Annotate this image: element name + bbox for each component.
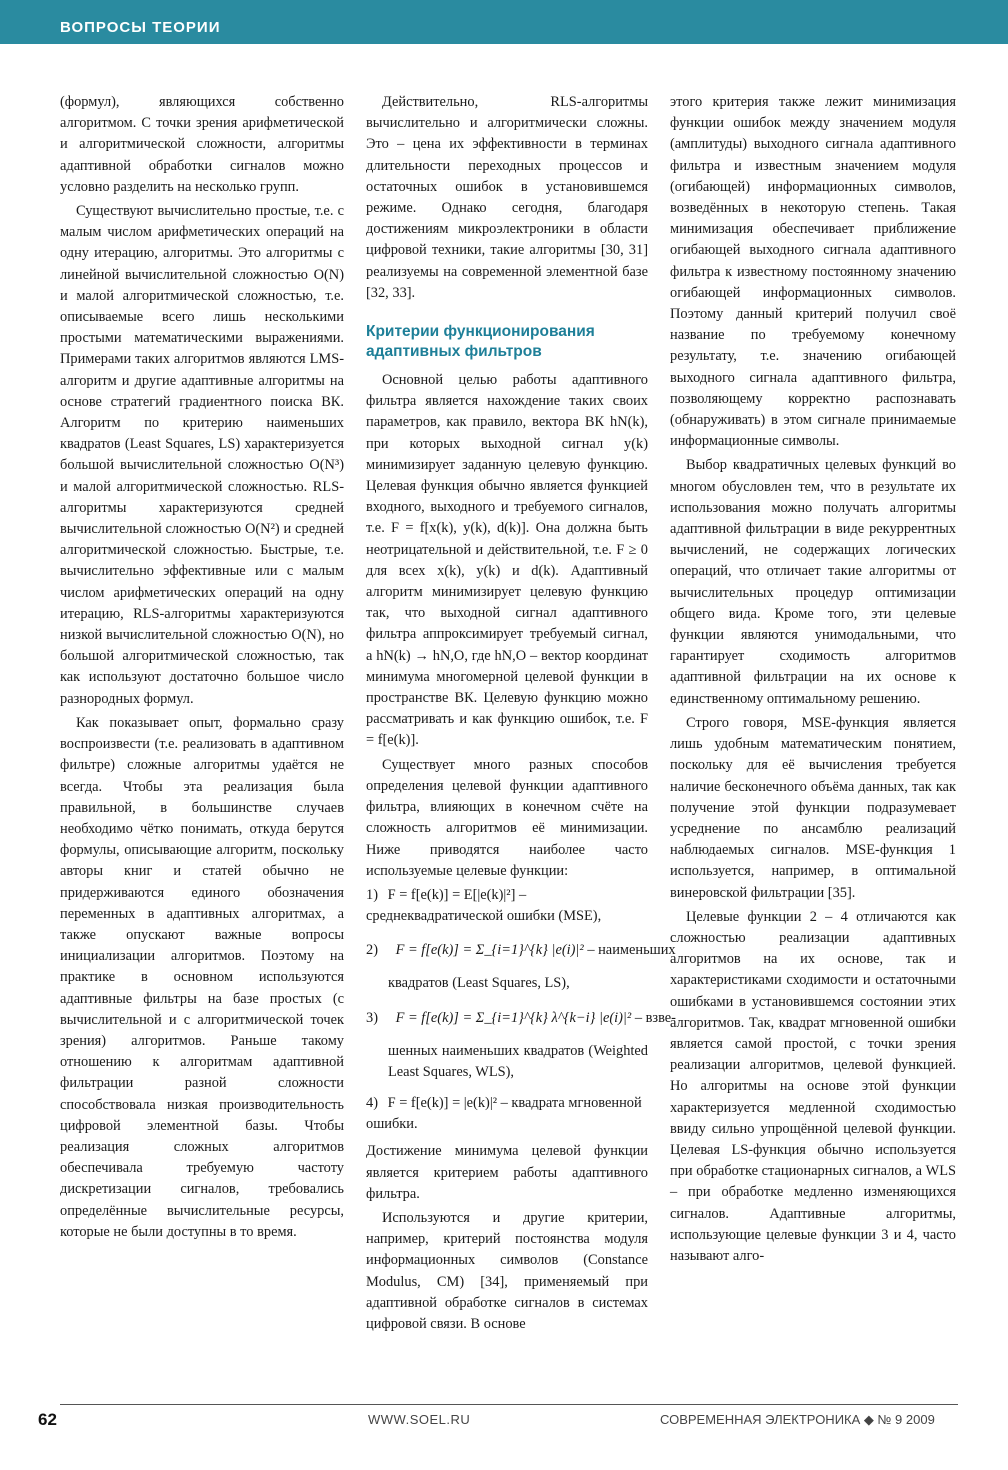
paragraph: Существуют вычислительно простые, т.е. с малым числом арифметических операций на одну итерацию, алгоритмы. Это алгоритмы с линейной вычислительной сложностью O(N) и малой алгоритмической сложностью, т.е. описываемые всего лишь несколькими простыми математическими выражениями. Примерами таких алгоритмов являются LMS-алгоритм и другие адаптивные алгоритмы на основе стратегий градиентного поиска ВК. Алгоритм по критерию наименьших квадратов (Least Squares, LS) характеризуется большой вычислительной сложностью O(N³) и малой алгоритмической сложностью. RLS-алгоритмы характеризуются средней вычислительной сложностью O(N²) и средней алгоритмической сложностью. Быстрые, т.е. вычислительно эффективные или с малым числом арифметических операций на одну итерацию, RLS-алгоритмы характеризуются низкой вычислительной сложностью O(N), но большой алгоритмической сложностью, так как используют достаточно большое число разнородных формул. — [60, 203, 344, 707]
column-2 — [366, 92, 676, 1400]
section-title-line: Критерии функционирования — [366, 323, 595, 341]
formula-continuation: квадратов (Least Squares, LS), — [388, 975, 570, 992]
formula-item-3 — [366, 1007, 676, 1029]
formula-number: 4) — [366, 1094, 378, 1111]
paragraph: Существует много разных способов определения целевой функции адаптивного фильтра, влияющих в конечном счёте на сложность алгоритмов её минимизации. Ниже приводятся наиболее часто используемые целевые функции: — [366, 756, 648, 879]
formula-item-4 — [366, 1093, 648, 1135]
section-title — [366, 322, 648, 362]
formula-number: 1) — [366, 886, 378, 903]
section-title-line: адаптивных фильтров — [366, 343, 542, 361]
paragraph: Строго говоря, MSE-функция является лишь удобным математическим понятием, поскольку для её вычисления требуется наличие бесконечного объёма данных, так как получение этой функции подразумевает усреднение по ансамблю реализаций наблюдаемых сигналов. MSE-функция 1 используется, например, в оптимальной винеровской фильтрации [35]. — [670, 714, 956, 901]
formula-expression: F = f[e(k)] = Σ_{i=1}^{k} λ^{k−i} |e(i)|² — [395, 1009, 632, 1026]
section-header: ВОПРОСЫ ТЕОРИИ — [60, 19, 221, 36]
formula-number: 2) — [366, 942, 378, 959]
formula-number: 3) — [366, 1009, 378, 1026]
paragraph: Как показывает опыт, формально сразу воспроизвести (т.е. реализовать в адаптивном фильтре) сложные алгоритмы удаётся не всегда. Чтобы эта реализация была правильной, в большинстве случаев необходимо чётко понимать, откуда берутся формулы, описывающие алгоритм, поскольку авторы книг и статей обычно не придерживаются единого обозначения переменных в адаптивных алгоритмах, а также опускают важные вопросы инициализации алгоритмов. Поэтому на практике в основном используются адаптивные фильтры на базе простых (с вычислительной и с алгоритмической точек зрения) алгоритмов. Раньше такому отношению к алгоритмам адаптивной фильтрации разной сложности способствовала низкая производительность цифровой элементной базы. Чтобы реализация сложных алгоритмов обеспечивала требуемую частоту дискретизации сигналов, требовались определённые вычислительные ресурсы, которые не были доступны в то время. — [60, 714, 344, 1240]
footer-divider — [60, 1404, 958, 1405]
page-number: 62 — [38, 1410, 57, 1429]
footer-site: WWW.SOEL.RU — [368, 1412, 471, 1427]
formula-text: F = f[e(k)] = E[|e(k)|²] – среднеквадратической ошибки (MSE), — [366, 886, 602, 925]
formula-continuation: шенных наименьших квадратов (Weighted Least Squares, WLS), — [388, 1042, 648, 1080]
column-3 — [670, 92, 956, 1400]
paragraph: Используются и другие критерии, например, критерий постоянства модуля информационных символов (Constance Modulus, CM) [34], применяемый при адаптивной обработке сигналов в системах цифровой связи. В основе — [366, 1209, 648, 1332]
paragraph: Целевые функции 2 – 4 отличаются как сложностью реализации адаптивных алгоритмов на их основе, так и характеристиками сходимости и остаточными ошибками в установившемся состоянии этих алгоритмов. Так, квадрат мгновенной ошибки является самой простой, с точки зрения реализации алгоритмов, целевой функцией. Но алгоритмы на основе этой функции характеризуется медленной сходимостью ввиду сильно упрощённой целевой функции. Целевая LS-функция обычно используется при обработке стационарных сигналов, а WLS – при обработке медленно изменяющихся сигналов. Адаптивные алгоритмы, использующие целевые функции 3 и 4, часто называют алго- — [670, 908, 956, 1264]
formula-description: – взве- — [634, 1009, 676, 1026]
paragraph: Выбор квадратичных целевых функций во многом обусловлен тем, что в результате их использования можно получать алгоритмы адаптивной фильтрации в виде рекуррентных вычислений, не содержащих логических операций, что отличает такие алгоритмы от вычислительных процедур оптимизации общего вида. Кроме того, эти целевые функции являются унимодальными, что гарантирует сходимость алгоритмов адаптивной фильтрации на их основе к единственному оптимальному решению. — [670, 457, 956, 707]
formula-expression: F = f[e(k)] = Σ_{i=1}^{k} |e(i)|² — [395, 942, 584, 959]
column-1 — [60, 92, 344, 1400]
paragraph: этого критерия также лежит минимизация функции ошибок между значением модуля (амплитуды) выходного сигнала адаптивного фильтра и известным значением модуля (огибающей) информационных символов, возведённых в некоторую степень. Такая минимизация обеспечивает приближение огибающей выходного сигнала адаптивного фильтра к известному постоянному значению огибающей информационных символов. Поэтому данный критерий получил своё название по требуемому конечному результату, т.е. значению огибающей выходного сигнала адаптивного фильтра, позволяющему корректно распознавать (обнаруживать) в этом сигнале принимаемые информационные символы. — [670, 94, 956, 450]
formula-item-2 — [366, 939, 676, 961]
formula-item-1 — [366, 885, 648, 927]
paragraph: (формул), являющихся собственно алгоритмом. С точки зрения арифметической и алгоритмической сложности, алгоритмы адаптивной обработки сигналов можно условно разделить на несколько групп. — [60, 94, 344, 195]
paragraph: Основной целью работы адаптивного фильтра является нахождение таких своих параметров, как правило, вектора ВК hN(k), при которых выходной сигнал y(k) минимизирует заданную целевую функцию. Целевая функция обычно является функцией входного, выходного и требуемого сигналов, т.е. F = f[x(k), y(k), d(k)]. Она должна быть неотрицательной и действительной, т.е. F ≥ 0 для всех x(k), y(k) и d(k). Адаптивный алгоритм минимизирует целевую функцию так, что выходной сигнал адаптивного фильтра аппроксимирует требуемый сигнал, а hN(k) → hN,O, где hN,O – вектор координат минимума многомерной целевой функции в пространстве ВК. Целевую функцию можно рассматривать и как функцию ошибок, т.е. F = f[e(k)]. — [366, 372, 648, 749]
paragraph: Действительно, RLS-алгоритмы вычислительно и алгоритмически сложны. Это – цена их эффективности в терминах длительности переходных процессов и остаточных ошибок в установившемся режиме. Однако сегодня, благодаря достижениям микроэлектроники в области цифровой техники, такие алгоритмы [30, 31] реализуемы на современной элементной базе [32, 33]. — [366, 94, 648, 301]
formula-text: F = f[e(k)] = |e(k)|² – квадрата мгновенной ошибки. — [366, 1094, 642, 1133]
paragraph: Достижение минимума целевой функции является критерием работы адаптивного фильтра. — [366, 1143, 648, 1202]
formula-description: – наименьших — [587, 942, 676, 959]
footer-journal: СОВРЕМЕННАЯ ЭЛЕКТРОНИКА ◆ № 9 2009 — [660, 1412, 935, 1427]
